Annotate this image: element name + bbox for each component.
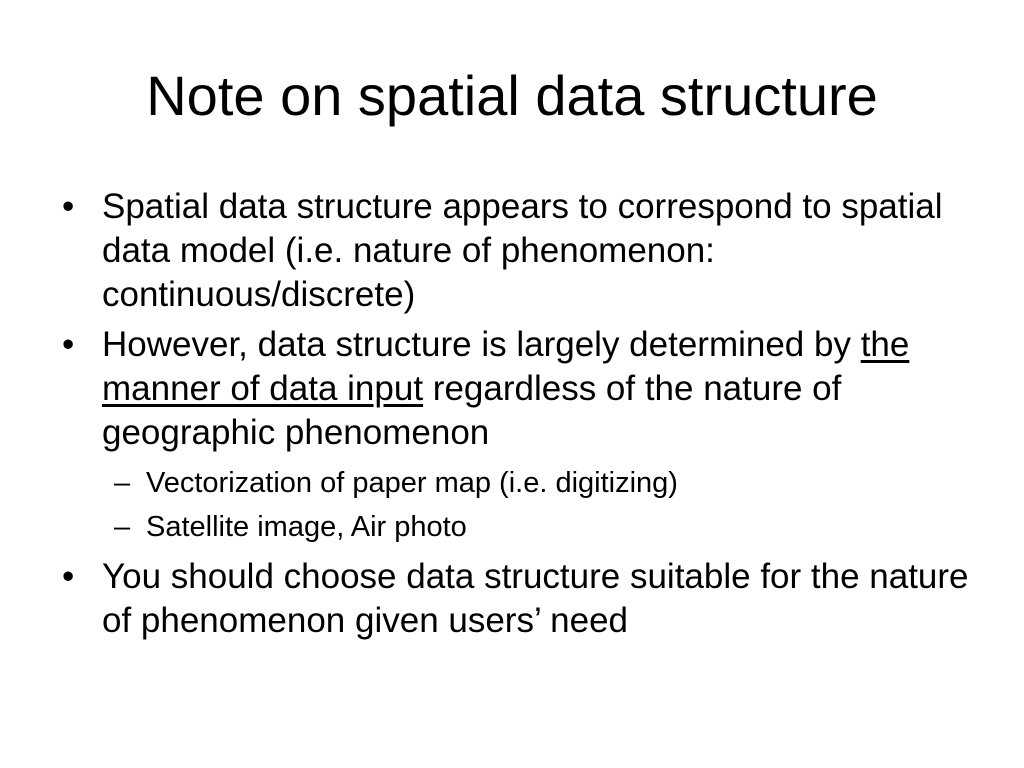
bullet-marker: • (62, 325, 75, 364)
sub-item-text: Satellite image, Air photo (146, 511, 467, 543)
bullet-item-3 (62, 555, 972, 643)
sub-item-text: Vectorization of paper map (i.e. digitizing) (146, 467, 678, 499)
bullet-item-1 (62, 185, 972, 317)
slide-title: Note on spatial data structure (146, 64, 878, 127)
bullet-text: You should choose data structure suitable for the nature of phenomenon given users’ need (102, 557, 969, 640)
sub-item-2 (62, 505, 972, 549)
bullet-marker: • (62, 557, 75, 596)
bullet-item-2 (62, 323, 972, 455)
sub-item-1 (62, 461, 972, 505)
underlined-phrase: the manner of data input (102, 325, 910, 408)
bullet-list (62, 185, 972, 649)
bullet-text: Spatial data structure appears to correspond to spatial data model (i.e. nature of phenomenon: continuous/discrete) (102, 187, 943, 314)
sub-marker: – (114, 467, 131, 499)
sub-marker: – (114, 511, 131, 543)
bullet-text-before: However, data structure is largely determined by (102, 325, 861, 364)
bullet-text-after: regardless of the nature of geographic phenomenon (102, 369, 842, 452)
bullet-marker: • (62, 187, 75, 226)
